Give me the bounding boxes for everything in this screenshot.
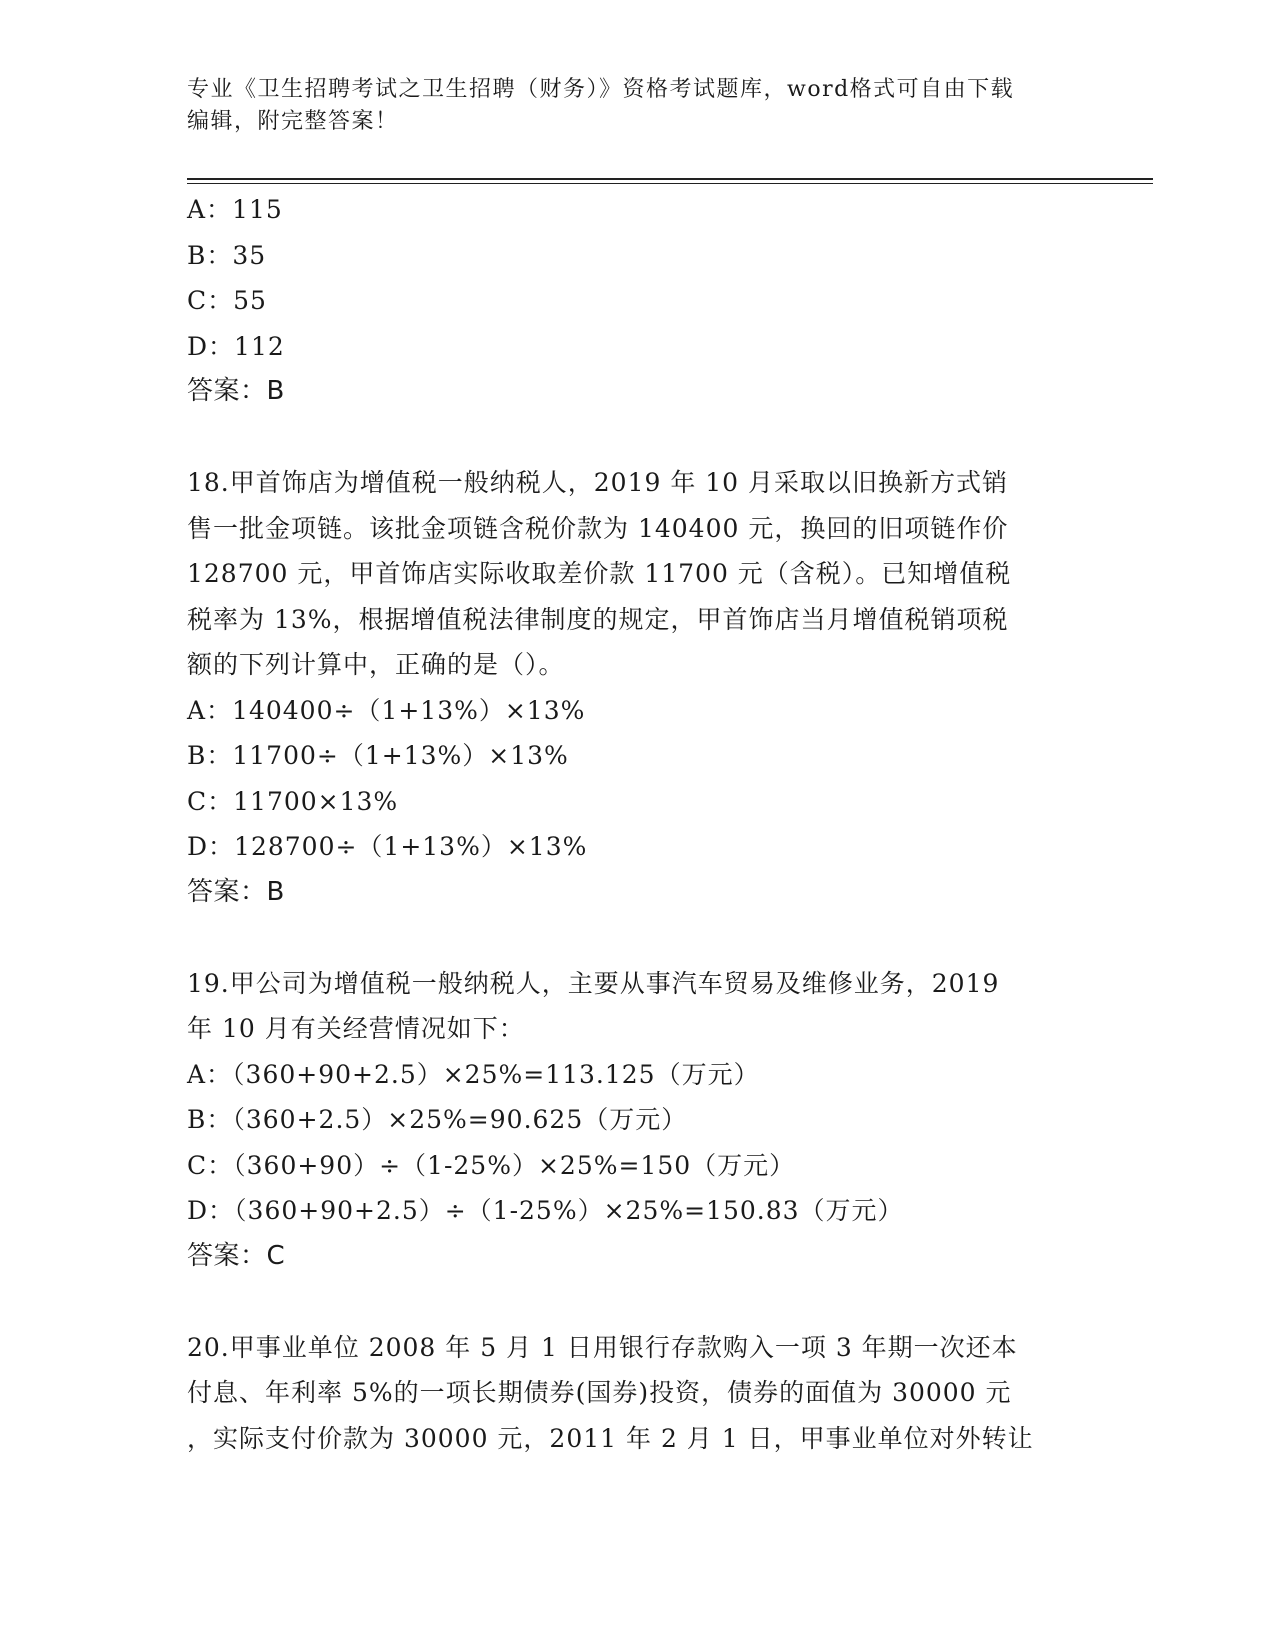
option-b: B：11700÷（1+13%）×13% (187, 741, 569, 770)
spacer (187, 1279, 1087, 1325)
header-divider-thin (187, 183, 1153, 184)
option-d: D：（360+90+2.5）÷（1-25%）×25%=150.83（万元） (187, 1196, 904, 1225)
option-a: A：115 (187, 195, 283, 224)
question-text-line: 19.甲公司为增值税一般纳税人，主要从事汽车贸易及维修业务，2019 (187, 968, 1000, 998)
question-text-line: 税率为 13%，根据增值税法律制度的规定，甲首饰店当月增值税销项税 (187, 604, 1009, 634)
option-b: B：35 (187, 240, 267, 270)
question-content (187, 187, 1087, 1461)
header-line-1: 专业《卫生招聘考试之卫生招聘（财务）》资格考试题库，word格式可自由下载 (187, 77, 1015, 102)
spacer (187, 915, 1087, 961)
question-text-line: 年 10 月有关经营情况如下： (187, 1014, 525, 1043)
question-text-line: 128700 元，甲首饰店实际收取差价款 11700 元（含税）。已知增值税 (187, 559, 1012, 588)
prev-question (187, 187, 1087, 415)
question-text-line: 售一批金项链。该批金项链含税价款为 140400 元，换回的旧项链作价 (187, 513, 1009, 543)
question-18 (187, 460, 1087, 915)
document-header (187, 74, 1087, 138)
answer: 答案：C (187, 1240, 286, 1271)
option-b: B：（360+2.5）×25%=90.625（万元） (187, 1105, 688, 1134)
answer: 答案：B (187, 376, 285, 406)
question-text-line: 付息、年利率 5%的一项长期债券(国券)投资，债券的面值为 30000 元 (187, 1378, 1012, 1407)
question-20 (187, 1325, 1087, 1462)
option-a: A：（360+90+2.5）×25%=113.125（万元） (187, 1059, 760, 1089)
header-divider-thick (187, 178, 1153, 180)
option-d: D：112 (187, 331, 285, 361)
option-a: A：140400÷（1+13%）×13% (187, 695, 586, 725)
question-text-line: 20.甲事业单位 2008 年 5 月 1 日用银行存款购入一项 3 年期一次还本 (187, 1332, 1018, 1362)
header-line-2: 编辑，附完整答案！ (187, 109, 399, 134)
option-d: D：128700÷（1+13%）×13% (187, 832, 588, 861)
answer: 答案：B (187, 876, 285, 907)
option-c: C：（360+90）÷（1-25%）×25%=150（万元） (187, 1150, 796, 1180)
spacer (187, 415, 1087, 461)
question-text-line: ，实际支付价款为 30000 元，2011 年 2 月 1 日，甲事业单位对外转让 (187, 1423, 1034, 1453)
option-c: C：55 (187, 286, 267, 315)
question-text-line: 18.甲首饰店为增值税一般纳税人，2019 年 10 月采取以旧换新方式销 (187, 468, 1009, 497)
question-text-line: 额的下列计算中，正确的是（）。 (187, 650, 565, 679)
question-19 (187, 961, 1087, 1280)
option-c: C：11700×13% (187, 786, 399, 816)
